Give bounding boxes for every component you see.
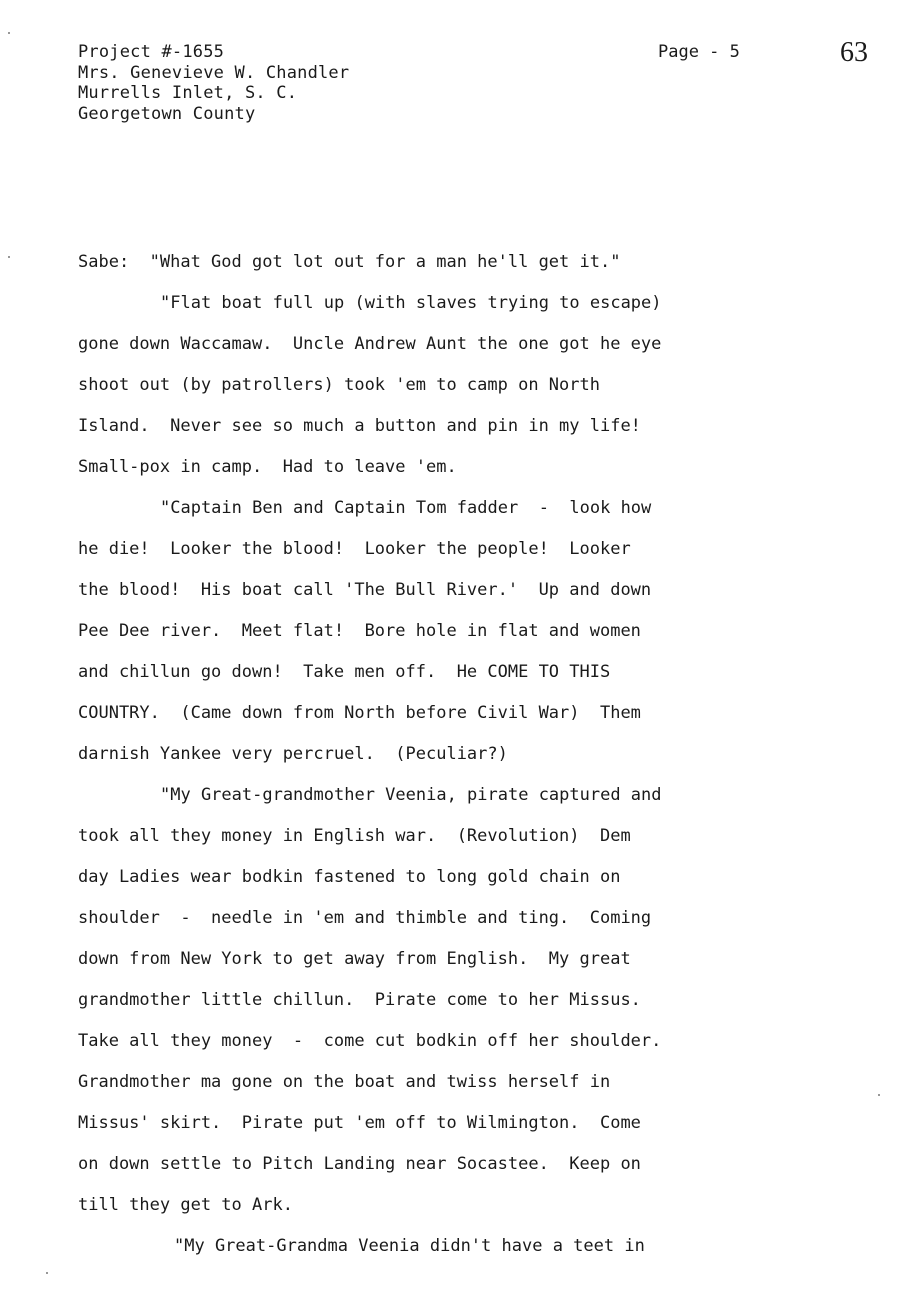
text-line: shoulder - needle in 'em and thimble and ting. Coming (78, 908, 652, 928)
text-line: he die! Looker the blood! Looker the people! Looker (78, 539, 631, 559)
scan-speck (878, 1094, 880, 1096)
text-line: Grandmother ma gone on the boat and twiss herself in (78, 1072, 611, 1092)
text-line: "My Great-grandmother Veenia, pirate captured and (160, 785, 662, 805)
author-name: Mrs. Genevieve W. Chandler (78, 62, 350, 83)
text-line: and chillun go down! Take men off. He COME TO THIS (78, 662, 611, 682)
scan-speck (8, 256, 10, 258)
text-line: on down settle to Pitch Landing near Socastee. Keep on (78, 1154, 641, 1174)
text-line: COUNTRY. (Came down from North before Civil War) Them (78, 703, 641, 723)
text-line: "Captain Ben and Captain Tom fadder - look how (160, 498, 652, 518)
text-line: "My Great-Grandma Veenia didn't have a teet in (174, 1236, 645, 1256)
text-line: "Flat boat full up (with slaves trying to escape) (160, 293, 662, 313)
scan-speck (8, 32, 10, 34)
text-line: shoot out (by patrollers) took 'em to camp on North (78, 375, 600, 395)
author-location: Murrells Inlet, S. C. (78, 83, 298, 103)
text-line: gone down Waccamaw. Uncle Andrew Aunt the one got he eye (78, 334, 662, 354)
project-header (78, 42, 349, 124)
project-number: Project #-1655 (78, 42, 225, 62)
text-line: took all they money in English war. (Revolution) Dem (78, 826, 631, 846)
text-line: Sabe: "What God got lot out for a man he'll get it." (78, 252, 621, 272)
page-number: 63 (840, 37, 868, 68)
transcript-body (78, 242, 768, 1267)
county: Georgetown County (78, 103, 256, 124)
text-line: Missus' skirt. Pirate put 'em off to Wilmington. Come (78, 1113, 641, 1133)
scan-speck (46, 1272, 48, 1274)
text-line: Take all they money - come cut bodkin off her shoulder. (78, 1031, 662, 1051)
text-line: down from New York to get away from English. My great (78, 949, 631, 969)
text-line: till they get to Ark. (78, 1195, 293, 1215)
text-line: day Ladies wear bodkin fastened to long gold chain on (78, 867, 621, 887)
text-line: darnish Yankee very percruel. (Peculiar?) (78, 744, 508, 764)
text-line: grandmother little chillun. Pirate come to her Missus. (78, 990, 641, 1010)
page-label: Page - 5 (658, 42, 740, 62)
text-line: Island. Never see so much a button and pin in my life! (78, 416, 641, 436)
text-line: Small-pox in camp. Had to leave 'em. (78, 457, 457, 477)
text-line: Pee Dee river. Meet flat! Bore hole in flat and women (78, 621, 641, 641)
text-line: the blood! His boat call 'The Bull River.' Up and down (78, 580, 652, 600)
